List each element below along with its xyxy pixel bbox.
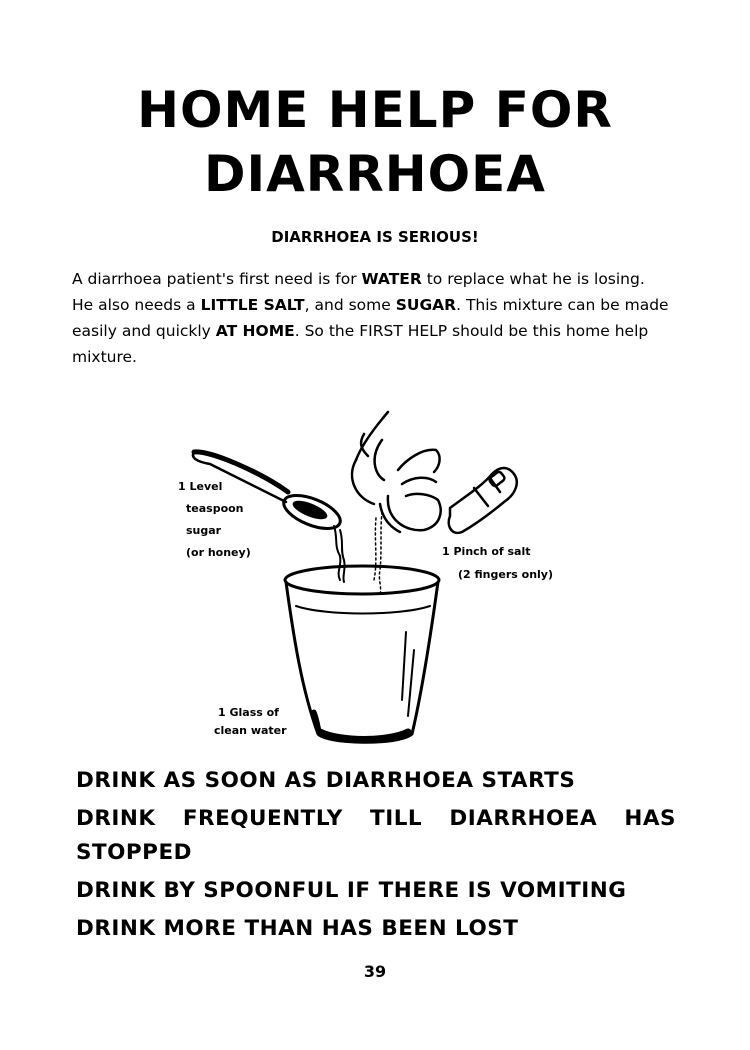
sugar-stream-icon <box>334 526 345 582</box>
intro-text: A diarrhoea patient's first need is for <box>72 270 362 288</box>
intro-text: . This mixture can be made easily and quickly <box>72 296 669 340</box>
intro-paragraph <box>72 266 682 370</box>
page-number: 39 <box>363 962 387 981</box>
spoon-label-line: sugar <box>186 524 222 537</box>
instruction-item: DRINK MORE THAN HAS BEEN LOST <box>76 916 519 941</box>
intro-text: , and some <box>304 296 396 314</box>
glass-icon <box>285 566 439 742</box>
salt-stream-icon <box>374 512 382 596</box>
glass-label-line: 1 Glass of <box>218 706 279 719</box>
page-title <box>0 78 750 206</box>
instruction-item: DRINK AS SOON AS DIARRHOEA STARTS <box>76 768 576 793</box>
hand-icon <box>352 412 517 533</box>
title-line-2: DIARRHOEA <box>203 145 546 203</box>
spoon-label-line: 1 Level <box>178 480 223 493</box>
instruction-list <box>76 764 676 950</box>
salt-label-line: 1 Pinch of salt <box>442 545 531 558</box>
emphasis-home: AT HOME <box>215 322 295 340</box>
intro-text: to replace what he is losing. <box>421 270 645 288</box>
spoon-label <box>178 476 298 564</box>
title-line-1: HOME HELP FOR <box>137 81 613 139</box>
intro-text: . So the FIRST HELP should be this home help mixture. <box>72 322 649 366</box>
instruction-item: DRINK FREQUENTLY TILL DIARRHOEA HAS STOPPED <box>76 806 676 865</box>
emphasis-water: WATER <box>361 270 422 288</box>
salt-label <box>442 540 553 586</box>
emphasis-sugar: SUGAR <box>395 296 457 314</box>
glass-label <box>214 704 287 740</box>
subtitle: DIARRHOEA IS SERIOUS! <box>271 228 479 246</box>
spoon-label-line: (or honey) <box>186 546 251 559</box>
instruction-item: DRINK BY SPOONFUL IF THERE IS VOMITING <box>76 878 627 903</box>
salt-label-line: (2 fingers only) <box>458 568 553 581</box>
spoon-label-line: teaspoon <box>186 502 244 515</box>
emphasis-salt: LITTLE SALT <box>200 296 305 314</box>
intro-text: He also needs a <box>72 296 201 314</box>
glass-label-line: clean water <box>214 724 287 737</box>
